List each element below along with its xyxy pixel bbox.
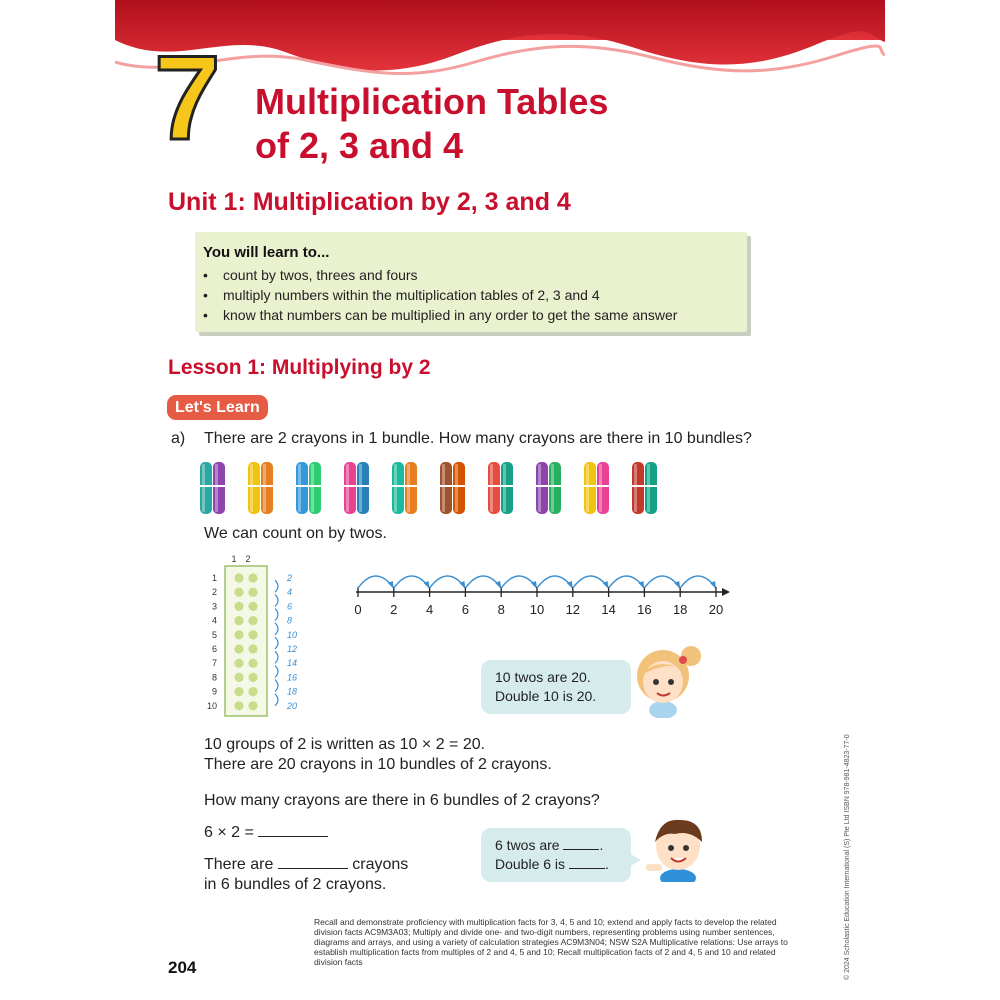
girl-speech-bubble [481, 660, 631, 714]
chapter-number: 7 [154, 34, 221, 154]
crayon [200, 462, 212, 514]
crayon [536, 462, 548, 514]
crayon [213, 462, 225, 514]
skip-count-label: 18 [287, 686, 298, 697]
crayon-bundle [534, 462, 564, 514]
array-row-label: 3 [211, 601, 217, 612]
skip-count-label: 16 [287, 672, 298, 683]
crayon [309, 462, 321, 514]
curriculum-footnote: Recall and demonstrate proficiency with multiplication facts for 3, 4, 5 and 10; extend and apply facts to develop the related division facts AC9M3A03; Multiply and divide one- and two-digit numbers, representing problems using number sentences, diagrams and arrays, and using a variety of calculation strategies AC9M3N04; NSW S2A Multiplicative relations: Use arrays to establish multiplication facts from multiples of 2 and 4, 5 and 10; Recall multiplication facts of 2 and 4, 5 and 10 and related division facts [314, 917, 788, 967]
girl-bubble-line2: Double 10 is 20. [495, 688, 597, 704]
boy-bubble-line1: 6 twos are . [495, 837, 604, 853]
array-dot [234, 644, 243, 653]
answer-sentence-line2: in 6 bundles of 2 crayons. [204, 876, 387, 893]
skip-arc [275, 594, 278, 606]
crayon-bundle [294, 462, 324, 514]
chapter-number-badge [148, 34, 228, 154]
array-dot [248, 588, 257, 597]
skip-count-label: 2 [287, 573, 293, 583]
number-line-tick-label: 14 [601, 602, 616, 617]
boy-bubble-tail [627, 852, 641, 868]
crayon-bundle [200, 462, 228, 514]
crayon [549, 462, 561, 514]
crayon [501, 462, 513, 514]
skip-arc [275, 609, 278, 621]
array-row-label: 6 [211, 644, 217, 654]
crayon [248, 462, 260, 514]
equation-row [204, 823, 328, 843]
crayon [344, 462, 356, 514]
array-dot [248, 701, 257, 710]
jump-arc [501, 576, 537, 588]
array-dot [234, 630, 243, 639]
skip-count-label: 6 [287, 601, 293, 612]
crayon-bundle [390, 462, 420, 514]
array-dot [234, 616, 243, 625]
girl-bubble-line1: 10 twos are 20. [495, 669, 591, 685]
skip-arc [275, 665, 278, 677]
twos-answer-blank[interactable] [563, 849, 599, 850]
number-line-tick-label: 12 [565, 602, 581, 617]
jump-arc [644, 576, 680, 588]
array-dot [234, 573, 243, 582]
skip-count-label: 14 [287, 658, 298, 669]
array-dot [234, 687, 243, 696]
crayon [584, 462, 596, 514]
boy-hand [646, 864, 662, 871]
crayon [632, 462, 644, 514]
answer-sentence-line1 [204, 855, 408, 875]
equation-text: 6 × 2 = [204, 824, 254, 841]
crayon [645, 462, 657, 514]
equation-answer-blank[interactable] [258, 836, 328, 837]
skip-arc [275, 651, 278, 663]
skip-count-label: 10 [287, 629, 298, 640]
double-answer-blank[interactable] [569, 868, 605, 869]
dot-array [203, 552, 313, 720]
crayon-bundle [582, 462, 612, 514]
number-line-tick-label: 16 [637, 602, 652, 617]
skip-arc [275, 680, 278, 692]
array-dot [234, 673, 243, 682]
array-dot [234, 602, 243, 611]
chapter-title [255, 80, 608, 168]
statement-line2: There are 20 crayons in 10 bundles of 2 crayons. [204, 756, 552, 773]
number-line-tick-label: 8 [497, 602, 505, 617]
crayon [440, 462, 452, 514]
question-b: How many crayons are there in 6 bundles of 2 crayons? [204, 792, 600, 809]
jump-arc [680, 576, 716, 588]
crayon [357, 462, 369, 514]
number-line-tick-label: 2 [390, 602, 398, 617]
unit-title: Unit 1: Multiplication by 2, 3 and 4 [168, 188, 571, 216]
array-row-label: 8 [211, 672, 217, 683]
learning-objectives-list [203, 265, 677, 325]
crayon [488, 462, 500, 514]
skip-count-label: 8 [287, 615, 293, 626]
answer-part1: There are [204, 856, 274, 873]
chapter-title-line2: of 2, 3 and 4 [255, 125, 464, 166]
crayon [405, 462, 417, 514]
crayon-bundle [438, 462, 468, 514]
skip-arc [275, 623, 278, 635]
question-text: There are 2 crayons in 1 bundle. How many crayons are there in 10 bundles? [204, 430, 752, 447]
array-row-label: 5 [211, 629, 217, 640]
array-dot [248, 616, 257, 625]
array-row-label: 2 [211, 587, 217, 598]
lets-learn-badge: Let's Learn [167, 395, 268, 420]
number-line-tick-label: 10 [529, 602, 545, 617]
number-line [352, 562, 732, 622]
copyright-vertical [838, 680, 851, 980]
array-dot [248, 602, 257, 611]
array-dot [248, 687, 257, 696]
array-dot [234, 588, 243, 597]
jump-arc [358, 576, 394, 588]
girl-illustration [625, 638, 710, 718]
boy-speech-bubble [481, 828, 631, 882]
count-on-text: We can count on by twos. [204, 525, 387, 542]
array-dot [248, 644, 257, 653]
skip-count-label: 20 [287, 700, 298, 711]
number-line-tick-label: 18 [672, 602, 688, 617]
skip-count-label: 4 [287, 587, 293, 598]
copyright-text: © 2024 Scholastic Education International (S) Pte Ltd ISBN 978-981-4823-77-0 [844, 734, 851, 980]
array-row-label: 10 [206, 700, 217, 711]
jump-arc [430, 576, 466, 588]
crayon-bundle [630, 462, 660, 514]
skip-arc [275, 580, 278, 592]
crayon [261, 462, 273, 514]
array-dot [248, 673, 257, 682]
array-dot [248, 630, 257, 639]
array-row-label: 1 [211, 573, 217, 583]
skip-arc [275, 637, 278, 649]
learning-objectives-title: You will learn to... [203, 244, 330, 261]
girl-hair-tie [679, 656, 687, 664]
jump-arc [394, 576, 430, 588]
boy-illustration [640, 812, 715, 882]
crayon-bundle [486, 462, 516, 514]
jump-arc [573, 576, 609, 588]
number-line-arrowhead [722, 588, 730, 596]
statement-line1: 10 groups of 2 is written as 10 × 2 = 20. [204, 736, 486, 753]
boy-bubble-line2: Double 6 is . [495, 856, 609, 872]
crayon-bundles [200, 456, 680, 516]
skip-count-label: 12 [287, 644, 298, 654]
number-line-tick-label: 0 [354, 602, 362, 617]
array-dot [234, 659, 243, 668]
lesson-title: Lesson 1: Multiplying by 2 [168, 356, 431, 379]
array-dot [248, 659, 257, 668]
array-dot [234, 701, 243, 710]
array-row-label: 9 [211, 686, 217, 697]
array-row-label: 4 [211, 615, 217, 626]
girl-shirt [649, 701, 677, 718]
array-row-label: 7 [211, 658, 217, 669]
question-label: a) [171, 430, 186, 447]
array-column-header: 1 [231, 554, 237, 564]
array-dot [248, 573, 257, 582]
crayon-bundle [342, 462, 372, 514]
objective-item: • count by twos, threes and fours [203, 265, 677, 285]
jump-arc [465, 576, 501, 588]
page-number: 204 [168, 958, 197, 977]
boy-shirt [660, 869, 696, 882]
chapter-title-line1: Multiplication Tables [255, 81, 609, 122]
number-line-tick-label: 6 [461, 602, 470, 617]
jump-arc [537, 576, 573, 588]
crayon-bundle [246, 462, 276, 514]
number-line-tick-label: 20 [708, 602, 724, 617]
objective-item: • know that numbers can be multiplied in any order to get the same answer [203, 305, 677, 325]
crayon-count-blank[interactable] [278, 868, 348, 869]
array-column-header: 2 [245, 554, 251, 564]
answer-part2: crayons [352, 856, 409, 873]
objective-item: • multiply numbers within the multiplication tables of 2, 3 and 4 [203, 285, 677, 305]
chapter-banner [115, 0, 885, 80]
crayon [453, 462, 465, 514]
girl-face [643, 661, 683, 703]
skip-arc [275, 694, 278, 706]
jump-arc [609, 576, 645, 588]
crayon [392, 462, 404, 514]
crayon [296, 462, 308, 514]
number-line-tick-label: 4 [425, 602, 434, 617]
crayon [597, 462, 609, 514]
array-frame [225, 566, 267, 716]
